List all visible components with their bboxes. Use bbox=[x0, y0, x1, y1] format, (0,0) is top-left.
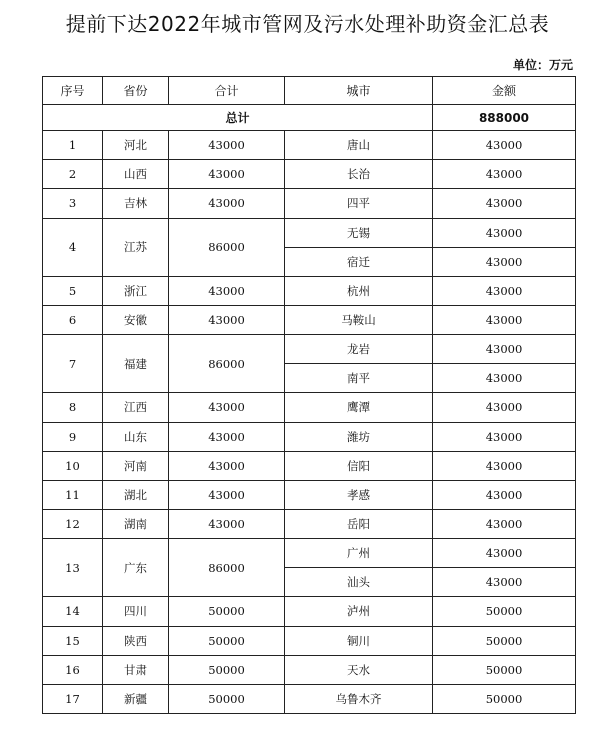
row-amount: 43000 bbox=[433, 422, 576, 451]
page-title: 提前下达2022年城市管网及污水处理补助资金汇总表 bbox=[65, 12, 550, 36]
total-label: 总计 bbox=[43, 105, 433, 131]
row-amount: 43000 bbox=[433, 131, 576, 160]
row-province: 吉林 bbox=[103, 189, 169, 218]
row-amount: 43000 bbox=[433, 276, 576, 305]
row-subtotal: 43000 bbox=[169, 451, 285, 480]
row-no: 2 bbox=[43, 160, 103, 189]
row-no: 11 bbox=[43, 480, 103, 509]
row-subtotal: 43000 bbox=[169, 131, 285, 160]
row-city: 乌鲁木齐 bbox=[285, 684, 433, 713]
table-row bbox=[43, 276, 576, 305]
row-amount: 43000 bbox=[433, 539, 576, 568]
table-row bbox=[43, 422, 576, 451]
table-row bbox=[43, 305, 576, 334]
row-city: 鹰潭 bbox=[285, 393, 433, 422]
row-no: 14 bbox=[43, 597, 103, 626]
row-amount: 43000 bbox=[433, 218, 576, 247]
row-province: 广东 bbox=[103, 539, 169, 597]
row-subtotal: 86000 bbox=[169, 335, 285, 393]
row-amount: 43000 bbox=[433, 393, 576, 422]
row-subtotal: 43000 bbox=[169, 393, 285, 422]
table-row bbox=[43, 218, 576, 247]
row-subtotal: 50000 bbox=[169, 626, 285, 655]
row-province: 河北 bbox=[103, 131, 169, 160]
row-city: 龙岩 bbox=[285, 335, 433, 364]
row-city: 铜川 bbox=[285, 626, 433, 655]
row-province: 山东 bbox=[103, 422, 169, 451]
header-city: 城市 bbox=[285, 77, 433, 105]
row-city: 孝感 bbox=[285, 480, 433, 509]
row-no: 10 bbox=[43, 451, 103, 480]
row-province: 浙江 bbox=[103, 276, 169, 305]
total-value: 888000 bbox=[433, 105, 576, 131]
row-subtotal: 43000 bbox=[169, 160, 285, 189]
row-no: 6 bbox=[43, 305, 103, 334]
row-amount: 43000 bbox=[433, 364, 576, 393]
row-no: 17 bbox=[43, 684, 103, 713]
header-amount: 金额 bbox=[433, 77, 576, 105]
row-city: 潍坊 bbox=[285, 422, 433, 451]
row-province: 四川 bbox=[103, 597, 169, 626]
row-amount: 43000 bbox=[433, 189, 576, 218]
row-subtotal: 43000 bbox=[169, 422, 285, 451]
row-city: 南平 bbox=[285, 364, 433, 393]
table-row bbox=[43, 684, 576, 713]
row-no: 16 bbox=[43, 655, 103, 684]
table-row bbox=[43, 655, 576, 684]
header-no: 序号 bbox=[43, 77, 103, 105]
row-city: 唐山 bbox=[285, 131, 433, 160]
row-subtotal: 86000 bbox=[169, 539, 285, 597]
total-row bbox=[43, 105, 576, 131]
row-no: 15 bbox=[43, 626, 103, 655]
row-province: 山西 bbox=[103, 160, 169, 189]
row-amount: 43000 bbox=[433, 509, 576, 538]
row-province: 湖北 bbox=[103, 480, 169, 509]
row-subtotal: 43000 bbox=[169, 305, 285, 334]
row-subtotal: 43000 bbox=[169, 509, 285, 538]
table-row bbox=[43, 597, 576, 626]
row-subtotal: 86000 bbox=[169, 218, 285, 276]
row-no: 13 bbox=[43, 539, 103, 597]
table-row bbox=[43, 509, 576, 538]
row-no: 1 bbox=[43, 131, 103, 160]
row-subtotal: 50000 bbox=[169, 684, 285, 713]
table-row bbox=[43, 539, 576, 568]
row-no: 5 bbox=[43, 276, 103, 305]
table-row bbox=[43, 480, 576, 509]
row-province: 陕西 bbox=[103, 626, 169, 655]
row-subtotal: 43000 bbox=[169, 189, 285, 218]
row-amount: 50000 bbox=[433, 626, 576, 655]
row-city: 长治 bbox=[285, 160, 433, 189]
row-amount: 43000 bbox=[433, 335, 576, 364]
header-province: 省份 bbox=[103, 77, 169, 105]
row-province: 江苏 bbox=[103, 218, 169, 276]
row-no: 12 bbox=[43, 509, 103, 538]
row-city: 宿迁 bbox=[285, 247, 433, 276]
table-header-row bbox=[43, 77, 576, 105]
table-row bbox=[43, 451, 576, 480]
row-city: 天水 bbox=[285, 655, 433, 684]
unit-label: 单位：万元 bbox=[512, 58, 573, 72]
row-subtotal: 43000 bbox=[169, 276, 285, 305]
header-subtotal: 合计 bbox=[169, 77, 285, 105]
row-city: 广州 bbox=[285, 539, 433, 568]
row-province: 福建 bbox=[103, 335, 169, 393]
row-amount: 43000 bbox=[433, 305, 576, 334]
row-subtotal: 50000 bbox=[169, 655, 285, 684]
row-city: 岳阳 bbox=[285, 509, 433, 538]
row-no: 9 bbox=[43, 422, 103, 451]
row-amount: 43000 bbox=[433, 451, 576, 480]
row-city: 信阳 bbox=[285, 451, 433, 480]
summary-table bbox=[42, 76, 576, 714]
table-row bbox=[43, 626, 576, 655]
row-amount: 50000 bbox=[433, 597, 576, 626]
row-city: 泸州 bbox=[285, 597, 433, 626]
row-no: 8 bbox=[43, 393, 103, 422]
table-row bbox=[43, 160, 576, 189]
row-no: 7 bbox=[43, 335, 103, 393]
row-city: 马鞍山 bbox=[285, 305, 433, 334]
row-city: 汕头 bbox=[285, 568, 433, 597]
row-subtotal: 43000 bbox=[169, 480, 285, 509]
row-city: 四平 bbox=[285, 189, 433, 218]
row-no: 4 bbox=[43, 218, 103, 276]
row-province: 安徽 bbox=[103, 305, 169, 334]
row-province: 湖南 bbox=[103, 509, 169, 538]
row-no: 3 bbox=[43, 189, 103, 218]
row-province: 甘肃 bbox=[103, 655, 169, 684]
row-province: 新疆 bbox=[103, 684, 169, 713]
row-amount: 43000 bbox=[433, 568, 576, 597]
table-row bbox=[43, 131, 576, 160]
row-city: 无锡 bbox=[285, 218, 433, 247]
row-amount: 50000 bbox=[433, 655, 576, 684]
row-amount: 43000 bbox=[433, 160, 576, 189]
row-amount: 43000 bbox=[433, 480, 576, 509]
row-amount: 50000 bbox=[433, 684, 576, 713]
table-row bbox=[43, 189, 576, 218]
row-province: 江西 bbox=[103, 393, 169, 422]
table-row bbox=[43, 335, 576, 364]
row-province: 河南 bbox=[103, 451, 169, 480]
table-row bbox=[43, 393, 576, 422]
row-amount: 43000 bbox=[433, 247, 576, 276]
row-city: 杭州 bbox=[285, 276, 433, 305]
row-subtotal: 50000 bbox=[169, 597, 285, 626]
